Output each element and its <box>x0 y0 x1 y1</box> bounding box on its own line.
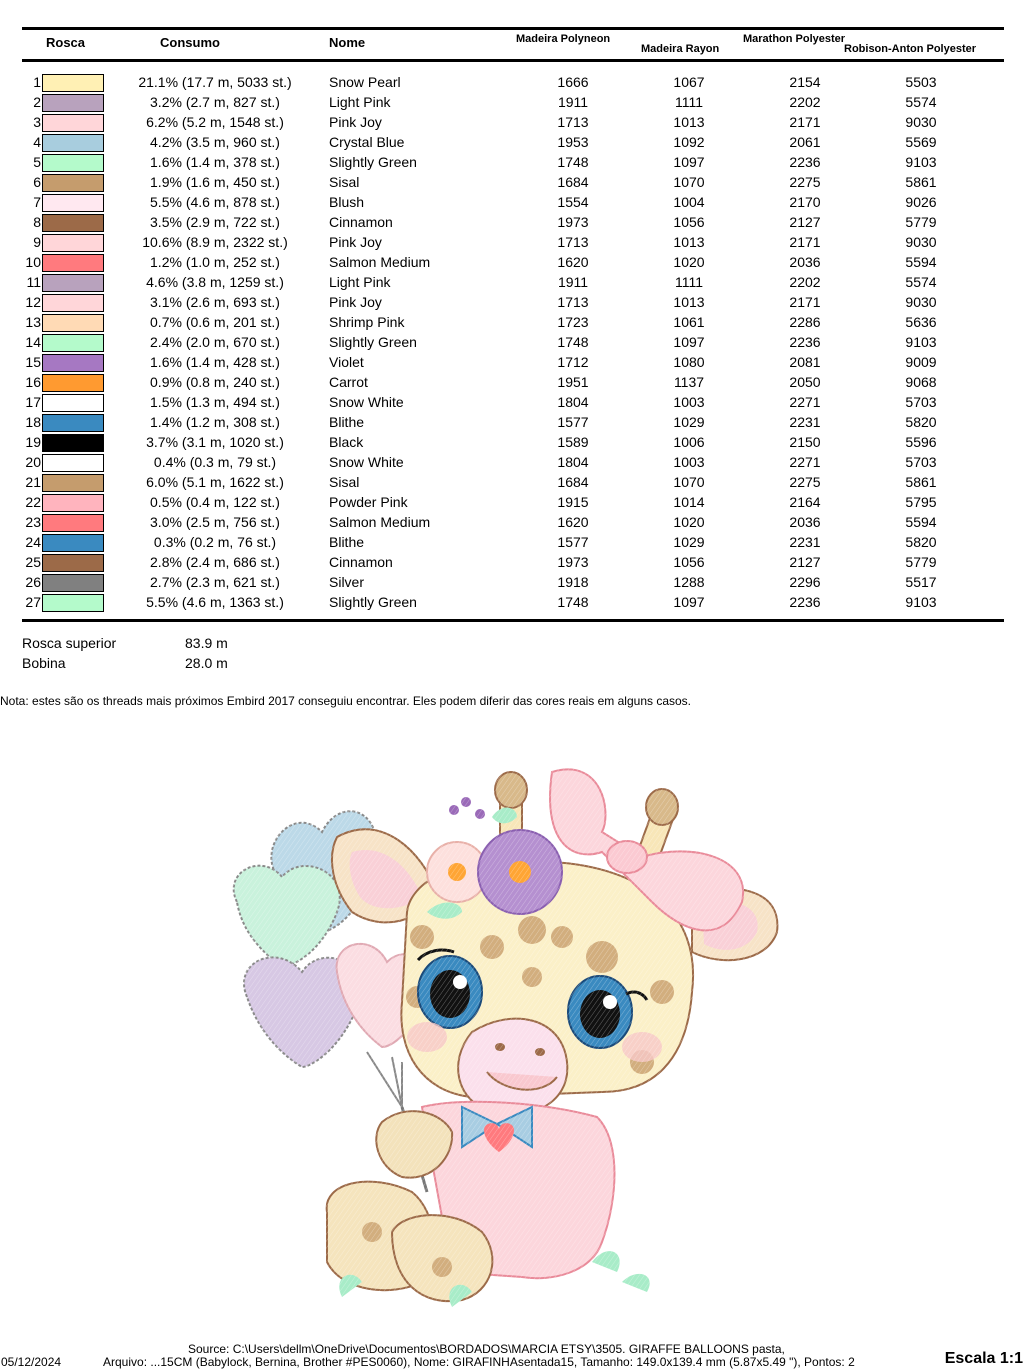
header-nome: Nome <box>329 35 366 50</box>
rosca-superior-value: 83.9 m <box>185 635 228 651</box>
madeira-rayon-code: 1056 <box>673 554 705 570</box>
thread-name: Pink Joy <box>329 114 382 130</box>
table-row <box>0 152 1024 172</box>
madeira-rayon-code: 1003 <box>673 454 705 470</box>
robison-anton-code: 9103 <box>905 594 937 610</box>
madeira-rayon-code: 1013 <box>673 234 705 250</box>
consumption: 1.9% (1.6 m, 450 st.) <box>150 174 280 190</box>
madeira-rayon-code: 1029 <box>673 414 705 430</box>
thread-name: Cinnamon <box>329 214 393 230</box>
color-swatch <box>42 334 104 352</box>
color-swatch <box>42 314 104 332</box>
color-swatch <box>42 594 104 612</box>
table-row <box>0 252 1024 272</box>
color-swatch <box>42 254 104 272</box>
table-row <box>0 332 1024 352</box>
marathon-polyester-code: 2271 <box>789 454 821 470</box>
madeira-rayon-code: 1020 <box>673 254 705 270</box>
consumption: 1.6% (1.4 m, 428 st.) <box>150 354 280 370</box>
table-row <box>0 132 1024 152</box>
thread-index: 13 <box>25 314 41 330</box>
thread-name: Blush <box>329 194 365 210</box>
thread-index: 16 <box>25 374 41 390</box>
marathon-polyester-code: 2271 <box>789 394 821 410</box>
robison-anton-code: 5574 <box>905 94 937 110</box>
madeira-rayon-code: 1111 <box>674 94 704 110</box>
marathon-polyester-code: 2171 <box>789 234 821 250</box>
madeira-rayon-code: 1056 <box>673 214 705 230</box>
thread-name: Blithe <box>329 414 365 430</box>
color-swatch <box>42 174 104 192</box>
thread-name: Violet <box>329 354 364 370</box>
robison-anton-code: 5569 <box>905 134 937 150</box>
consumption: 3.1% (2.6 m, 693 st.) <box>150 294 280 310</box>
embroidery-preview <box>222 762 822 1312</box>
robison-anton-code: 5503 <box>905 74 937 90</box>
robison-anton-code: 5779 <box>905 554 937 570</box>
consumption: 0.3% (0.2 m, 76 st.) <box>153 534 277 550</box>
thread-index: 18 <box>25 414 41 430</box>
color-swatch <box>42 474 104 492</box>
header-madeira-polyneon: Madeira Polyneon <box>516 33 611 45</box>
thread-name: Silver <box>329 574 365 590</box>
madeira-rayon-code: 1004 <box>673 194 705 210</box>
madeira-rayon-code: 1061 <box>673 314 705 330</box>
marathon-polyester-code: 2036 <box>789 254 821 270</box>
madeira-rayon-code: 1097 <box>673 154 705 170</box>
robison-anton-code: 9026 <box>905 194 937 210</box>
robison-anton-code: 9030 <box>905 234 937 250</box>
thread-name: Shrimp Pink <box>329 314 405 330</box>
source-path: Source: C:\Users\dellm\OneDrive\Documentos\BORDADOS\MARCIA ETSY\3505. GIRAFFE BALLOONS pasta, <box>188 1342 785 1356</box>
thread-index: 6 <box>33 174 41 190</box>
thread-index: 15 <box>25 354 41 370</box>
consumption: 2.8% (2.4 m, 686 st.) <box>150 554 280 570</box>
madeira-polyneon-code: 1918 <box>557 574 589 590</box>
marathon-polyester-code: 2050 <box>789 374 821 390</box>
madeira-polyneon-code: 1804 <box>557 454 589 470</box>
marathon-polyester-code: 2236 <box>789 334 821 350</box>
robison-anton-code: 5517 <box>905 574 937 590</box>
file-info: Arquivo: ...15CM (Babylock, Bernina, Brother #PES0060), Nome: GIRAFINHAsentada15, Tamanho: 149.0x139.4 mm (5.87x5.49 "), Pontos: 2 <box>103 1355 855 1369</box>
thread-name: Black <box>329 434 364 450</box>
marathon-polyester-code: 2231 <box>789 414 821 430</box>
madeira-polyneon-code: 1684 <box>557 174 589 190</box>
table-header-rule <box>22 59 1004 62</box>
madeira-rayon-code: 1020 <box>673 514 705 530</box>
table-row <box>0 492 1024 512</box>
marathon-polyester-code: 2236 <box>789 594 821 610</box>
consumption: 0.7% (0.6 m, 201 st.) <box>150 314 280 330</box>
robison-anton-code: 9009 <box>905 354 937 370</box>
madeira-rayon-code: 1137 <box>673 374 705 390</box>
thread-index: 8 <box>33 214 41 230</box>
color-swatch <box>42 154 104 172</box>
consumption: 21.1% (17.7 m, 5033 st.) <box>138 74 292 90</box>
table-row <box>0 512 1024 532</box>
robison-anton-code: 5779 <box>905 214 937 230</box>
madeira-polyneon-code: 1713 <box>557 294 589 310</box>
thread-name: Blithe <box>329 534 365 550</box>
table-bottom-rule <box>22 619 1004 622</box>
robison-anton-code: 5574 <box>905 274 937 290</box>
madeira-polyneon-code: 1951 <box>557 374 589 390</box>
thread-name: Powder Pink <box>329 494 408 510</box>
robison-anton-code: 5795 <box>905 494 937 510</box>
madeira-rayon-code: 1014 <box>673 494 705 510</box>
madeira-polyneon-code: 1973 <box>557 214 589 230</box>
madeira-rayon-code: 1288 <box>673 574 705 590</box>
madeira-polyneon-code: 1953 <box>557 134 589 150</box>
color-swatch <box>42 214 104 232</box>
consumption: 1.5% (1.3 m, 494 st.) <box>150 394 280 410</box>
marathon-polyester-code: 2236 <box>789 154 821 170</box>
table-row <box>0 92 1024 112</box>
table-row <box>0 392 1024 412</box>
header-rosca: Rosca <box>46 35 86 50</box>
consumption: 3.0% (2.5 m, 756 st.) <box>150 514 280 530</box>
madeira-rayon-code: 1097 <box>673 334 705 350</box>
robison-anton-code: 5594 <box>905 514 937 530</box>
thread-index: 1 <box>33 74 41 90</box>
robison-anton-code: 5820 <box>905 414 937 430</box>
table-row <box>0 552 1024 572</box>
table-row <box>0 212 1024 232</box>
madeira-rayon-code: 1111 <box>674 274 704 290</box>
madeira-polyneon-code: 1712 <box>557 354 589 370</box>
marathon-polyester-code: 2081 <box>789 354 821 370</box>
consumption: 6.2% (5.2 m, 1548 st.) <box>146 114 284 130</box>
thread-index: 22 <box>25 494 41 510</box>
thread-name: Pink Joy <box>329 234 382 250</box>
header-consumo: Consumo <box>160 35 220 50</box>
color-swatch <box>42 394 104 412</box>
color-swatch <box>42 414 104 432</box>
consumption: 1.2% (1.0 m, 252 st.) <box>150 254 280 270</box>
madeira-polyneon-code: 1911 <box>557 274 589 290</box>
table-row <box>0 432 1024 452</box>
header-madeira-rayon: Madeira Rayon <box>641 43 720 55</box>
marathon-polyester-code: 2127 <box>789 214 821 230</box>
thread-index: 26 <box>25 574 41 590</box>
color-swatch <box>42 434 104 452</box>
madeira-polyneon-code: 1748 <box>557 334 589 350</box>
consumption: 1.6% (1.4 m, 378 st.) <box>150 154 280 170</box>
table-row <box>0 352 1024 372</box>
thread-name: Sisal <box>329 174 360 190</box>
header-robison-anton-polyester: Robison-Anton Polyester <box>844 43 977 55</box>
thread-index: 12 <box>25 294 41 310</box>
madeira-rayon-code: 1070 <box>673 174 705 190</box>
consumption: 2.4% (2.0 m, 670 st.) <box>150 334 280 350</box>
color-swatch <box>42 94 104 112</box>
table-row <box>0 592 1024 612</box>
madeira-polyneon-code: 1911 <box>557 94 589 110</box>
marathon-polyester-code: 2154 <box>789 74 821 90</box>
print-date: 05/12/2024 <box>1 1355 62 1369</box>
madeira-polyneon-code: 1804 <box>557 394 589 410</box>
table-row <box>0 312 1024 332</box>
color-swatch <box>42 274 104 292</box>
thread-match-note: Nota: estes são os threads mais próximos Embird 2017 conseguiu encontrar. Eles podem diferir das cores reais em alguns casos. <box>0 694 692 708</box>
bobina-label: Bobina <box>22 655 66 671</box>
thread-name: Salmon Medium <box>329 254 431 270</box>
marathon-polyester-code: 2164 <box>789 494 821 510</box>
madeira-polyneon-code: 1684 <box>557 474 589 490</box>
thread-index: 14 <box>25 334 41 350</box>
thread-name: Light Pink <box>329 274 391 290</box>
thread-index: 23 <box>25 514 41 530</box>
header-marathon-polyester: Marathon Polyester <box>743 33 846 45</box>
thread-index: 2 <box>33 94 41 110</box>
thread-name: Salmon Medium <box>329 514 431 530</box>
thread-name: Carrot <box>329 374 368 390</box>
thread-index: 3 <box>33 114 41 130</box>
consumption: 1.4% (1.2 m, 308 st.) <box>150 414 280 430</box>
madeira-rayon-code: 1070 <box>673 474 705 490</box>
color-swatch <box>42 194 104 212</box>
thread-index: 25 <box>25 554 41 570</box>
table-row <box>0 532 1024 552</box>
madeira-rayon-code: 1013 <box>673 294 705 310</box>
marathon-polyester-code: 2202 <box>789 94 821 110</box>
thread-index: 17 <box>25 394 41 410</box>
madeira-polyneon-code: 1577 <box>557 534 589 550</box>
marathon-polyester-code: 2170 <box>789 194 821 210</box>
robison-anton-code: 5861 <box>905 474 937 490</box>
rosca-superior-label: Rosca superior <box>22 635 117 651</box>
madeira-polyneon-code: 1620 <box>557 514 589 530</box>
robison-anton-code: 5703 <box>905 394 937 410</box>
table-row <box>0 472 1024 492</box>
robison-anton-code: 5596 <box>905 434 937 450</box>
table-row <box>0 292 1024 312</box>
consumption: 0.5% (0.4 m, 122 st.) <box>150 494 280 510</box>
thread-index: 24 <box>25 534 41 550</box>
robison-anton-code: 5861 <box>905 174 937 190</box>
madeira-rayon-code: 1080 <box>673 354 705 370</box>
madeira-polyneon-code: 1748 <box>557 154 589 170</box>
marathon-polyester-code: 2286 <box>789 314 821 330</box>
thread-index: 11 <box>26 274 41 290</box>
thread-name: Snow Pearl <box>329 74 401 90</box>
consumption: 5.5% (4.6 m, 878 st.) <box>150 194 280 210</box>
color-swatch <box>42 454 104 472</box>
marathon-polyester-code: 2036 <box>789 514 821 530</box>
madeira-rayon-code: 1029 <box>673 534 705 550</box>
robison-anton-code: 5636 <box>905 314 937 330</box>
robison-anton-code: 5703 <box>905 454 937 470</box>
consumption: 10.6% (8.9 m, 2322 st.) <box>142 234 288 250</box>
madeira-rayon-code: 1092 <box>673 134 705 150</box>
thread-index: 19 <box>25 434 41 450</box>
consumption: 3.5% (2.9 m, 722 st.) <box>150 214 280 230</box>
marathon-polyester-code: 2171 <box>789 114 821 130</box>
thread-index: 27 <box>25 594 41 610</box>
table-row <box>0 572 1024 592</box>
thread-name: Pink Joy <box>329 294 382 310</box>
robison-anton-code: 9030 <box>905 294 937 310</box>
madeira-polyneon-code: 1577 <box>557 414 589 430</box>
consumption: 0.4% (0.3 m, 79 st.) <box>153 454 277 470</box>
thread-name: Cinnamon <box>329 554 393 570</box>
thread-name: Snow White <box>329 454 404 470</box>
marathon-polyester-code: 2061 <box>789 134 821 150</box>
table-row <box>0 112 1024 132</box>
madeira-polyneon-code: 1713 <box>557 114 589 130</box>
madeira-polyneon-code: 1589 <box>557 434 589 450</box>
thread-index: 21 <box>25 474 41 490</box>
table-top-rule <box>22 27 1004 30</box>
consumption: 5.5% (4.6 m, 1363 st.) <box>146 594 284 610</box>
color-swatch <box>42 294 104 312</box>
thread-index: 20 <box>25 454 41 470</box>
color-swatch <box>42 74 104 92</box>
madeira-polyneon-code: 1666 <box>557 74 589 90</box>
consumption: 3.2% (2.7 m, 827 st.) <box>150 94 280 110</box>
table-row <box>0 172 1024 192</box>
thread-index: 9 <box>33 234 41 250</box>
robison-anton-code: 9103 <box>905 154 937 170</box>
table-row <box>0 452 1024 472</box>
thread-name: Crystal Blue <box>329 134 405 150</box>
thread-name: Snow White <box>329 394 404 410</box>
robison-anton-code: 9030 <box>905 114 937 130</box>
marathon-polyester-code: 2231 <box>789 534 821 550</box>
robison-anton-code: 5594 <box>905 254 937 270</box>
table-row <box>0 412 1024 432</box>
consumption: 0.9% (0.8 m, 240 st.) <box>150 374 280 390</box>
marathon-polyester-code: 2275 <box>789 474 821 490</box>
color-swatch <box>42 134 104 152</box>
madeira-polyneon-code: 1713 <box>557 234 589 250</box>
color-swatch <box>42 374 104 392</box>
color-swatch <box>42 514 104 532</box>
thread-index: 7 <box>33 194 41 210</box>
marathon-polyester-code: 2296 <box>789 574 821 590</box>
madeira-rayon-code: 1097 <box>673 594 705 610</box>
table-row <box>0 192 1024 212</box>
thread-index: 10 <box>25 254 41 270</box>
table-row <box>0 232 1024 252</box>
consumption: 3.7% (3.1 m, 1020 st.) <box>146 434 284 450</box>
thread-name: Slightly Green <box>329 154 417 170</box>
madeira-rayon-code: 1013 <box>673 114 705 130</box>
color-swatch <box>42 494 104 512</box>
consumption: 6.0% (5.1 m, 1622 st.) <box>146 474 284 490</box>
robison-anton-code: 9103 <box>905 334 937 350</box>
thread-name: Slightly Green <box>329 334 417 350</box>
thread-index: 5 <box>33 154 41 170</box>
consumption: 4.6% (3.8 m, 1259 st.) <box>146 274 284 290</box>
color-swatch <box>42 114 104 132</box>
scale-label: Escala 1:1 <box>944 1350 1023 1367</box>
marathon-polyester-code: 2275 <box>789 174 821 190</box>
madeira-polyneon-code: 1723 <box>557 314 589 330</box>
thread-name: Sisal <box>329 474 360 490</box>
thread-index: 4 <box>33 134 41 150</box>
table-row <box>0 272 1024 292</box>
madeira-polyneon-code: 1748 <box>557 594 589 610</box>
color-swatch <box>42 534 104 552</box>
madeira-rayon-code: 1067 <box>673 74 705 90</box>
color-swatch <box>42 234 104 252</box>
table-row <box>0 372 1024 392</box>
madeira-rayon-code: 1003 <box>673 394 705 410</box>
color-swatch <box>42 554 104 572</box>
consumption: 2.7% (2.3 m, 621 st.) <box>150 574 280 590</box>
marathon-polyester-code: 2171 <box>789 294 821 310</box>
madeira-polyneon-code: 1973 <box>557 554 589 570</box>
madeira-polyneon-code: 1554 <box>557 194 589 210</box>
robison-anton-code: 9068 <box>905 374 937 390</box>
bobina-value: 28.0 m <box>185 655 228 671</box>
madeira-rayon-code: 1006 <box>673 434 705 450</box>
thread-name: Light Pink <box>329 94 391 110</box>
consumption: 4.2% (3.5 m, 960 st.) <box>150 134 280 150</box>
marathon-polyester-code: 2202 <box>789 274 821 290</box>
color-swatch <box>42 574 104 592</box>
thread-name: Slightly Green <box>329 594 417 610</box>
marathon-polyester-code: 2127 <box>789 554 821 570</box>
madeira-polyneon-code: 1915 <box>557 494 589 510</box>
table-row <box>0 72 1024 92</box>
madeira-polyneon-code: 1620 <box>557 254 589 270</box>
marathon-polyester-code: 2150 <box>789 434 821 450</box>
color-swatch <box>42 354 104 372</box>
robison-anton-code: 5820 <box>905 534 937 550</box>
